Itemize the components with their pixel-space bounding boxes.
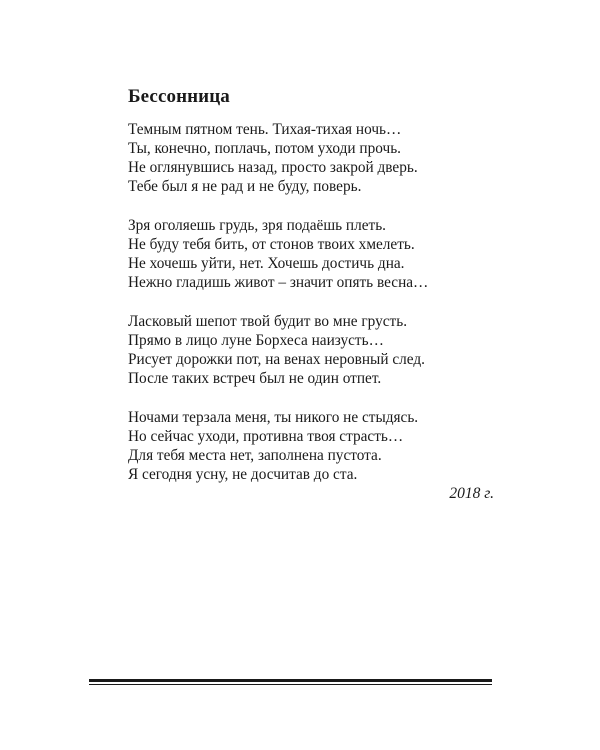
- poem-line: Ночами терзала меня, ты никого не стыдясь.: [128, 409, 419, 426]
- poem-line: После таких встреч был не один отпет.: [128, 370, 382, 387]
- poem-line: Ты, конечно, поплачь, потом уходи прочь.: [128, 140, 402, 157]
- poem-line: Тебе был я не рад и не буду, поверь.: [128, 178, 362, 195]
- poem-line: Не буду тебя бить, от стонов твоих хмелеть.: [128, 236, 415, 253]
- poem-line: Ласковый шепот твой будит во мне грусть.: [128, 313, 408, 330]
- footer-rule-thick: [89, 679, 492, 682]
- poem-title: Бессонница: [128, 86, 230, 107]
- poem-line: Зря оголяешь грудь, зря подаёшь плеть.: [128, 217, 386, 234]
- poem-line: Рисует дорожки пот, на венах неровный след.: [128, 351, 425, 368]
- poem-line: Темным пятном тень. Тихая-тихая ночь…: [128, 121, 402, 138]
- poem-body: [128, 120, 508, 504]
- poem-date: 2018 г.: [449, 485, 494, 502]
- poem-line: Я сегодня усну, не досчитав до ста.: [128, 466, 358, 483]
- stanza-2: [128, 216, 508, 292]
- poem-line: Прямо в лицо луне Борхеса наизусть…: [128, 332, 384, 349]
- stanza-1: [128, 120, 508, 196]
- poem-line: Не хочешь уйти, нет. Хочешь достичь дна.: [128, 255, 405, 272]
- poem-line: Для тебя места нет, заполнена пустота.: [128, 447, 382, 464]
- stanza-4: [128, 408, 508, 484]
- poem-line: Не оглянувшись назад, просто закрой дверь.: [128, 159, 418, 176]
- footer-rule-thin: [89, 684, 492, 685]
- stanza-3: [128, 312, 508, 388]
- poem-line: Но сейчас уходи, противна твоя страсть…: [128, 428, 404, 445]
- poem-line: Нежно гладишь живот – значит опять весна…: [128, 274, 429, 291]
